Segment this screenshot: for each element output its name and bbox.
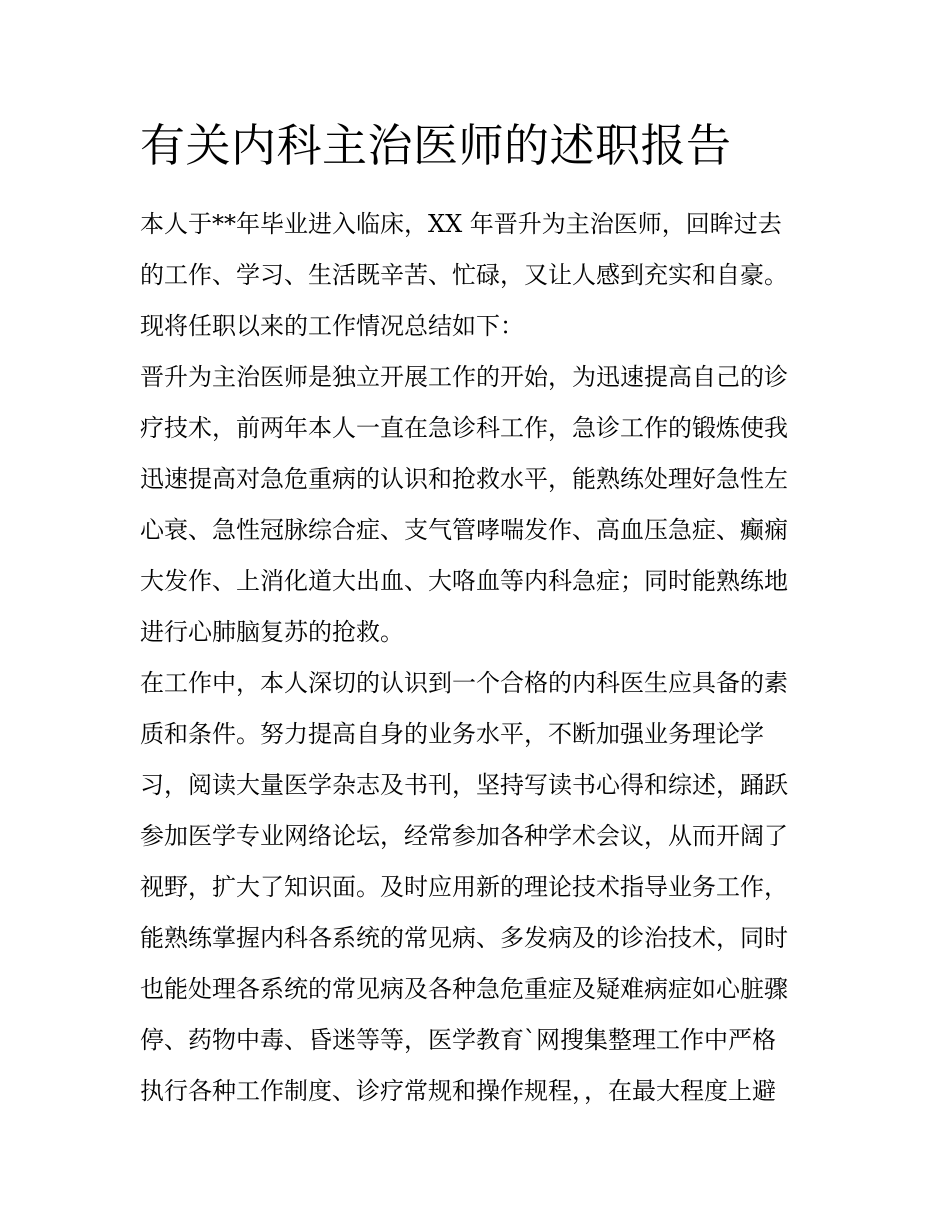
body-line: 现将任职以来的工作情况总结如下： [140,312,524,340]
body-line: 在工作中，本人深切的认识到一个合格的内科医生应具备的素 [140,669,788,697]
body-line: 视野，扩大了知识面。及时应用新的理论技术指导业务工作， [140,873,788,901]
body-line: 参加医学专业网络论坛，经常参加各种学术会议，从而开阔了 [140,822,788,850]
body-line: 能熟练掌握内科各系统的常见病、多发病及的诊治技术，同时 [140,924,788,952]
body-line: 也能处理各系统的常见病及各种急危重症及疑难病症如心脏骤 [140,975,788,1003]
body-line: 迅速提高对急危重病的认识和抢救水平，能熟练处理好急性左 [140,465,788,493]
body-line: 晋升为主治医师是独立开展工作的开始，为迅速提高自己的诊 [140,363,788,391]
body-line: 质和条件。努力提高自身的业务水平，不断加强业务理论学 [140,720,764,748]
body-line: 执行各种工作制度、诊疗常规和操作规程，，在最大程度上避 [140,1077,776,1105]
body-line: 进行心肺脑复苏的抢救。 [140,618,404,646]
body-line: 习，阅读大量医学杂志及书刊，坚持写读书心得和综述，踊跃 [140,771,788,799]
body-line: 大发作、上消化道大出血、大咯血等内科急症；同时能熟练地 [140,567,788,595]
document-body [140,199,820,1117]
body-line: 的工作、学习、生活既辛苦、忙碌，又让人感到充实和自豪。 [140,261,788,289]
body-line: 本人于**年毕业进入临床，XX 年晋升为主治医师，回眸过去 [140,210,782,238]
body-line: 疗技术，前两年本人一直在急诊科工作，急诊工作的锻炼使我 [140,414,788,442]
body-line: 心衰、急性冠脉综合症、支气管哮喘发作、高血压急症、癫痫 [140,516,788,544]
body-line: 停、药物中毒、昏迷等等，医学教育`网搜集整理工作中严格 [140,1026,776,1054]
document-title: 有关内科主治医师的述职报告 [140,119,732,172]
